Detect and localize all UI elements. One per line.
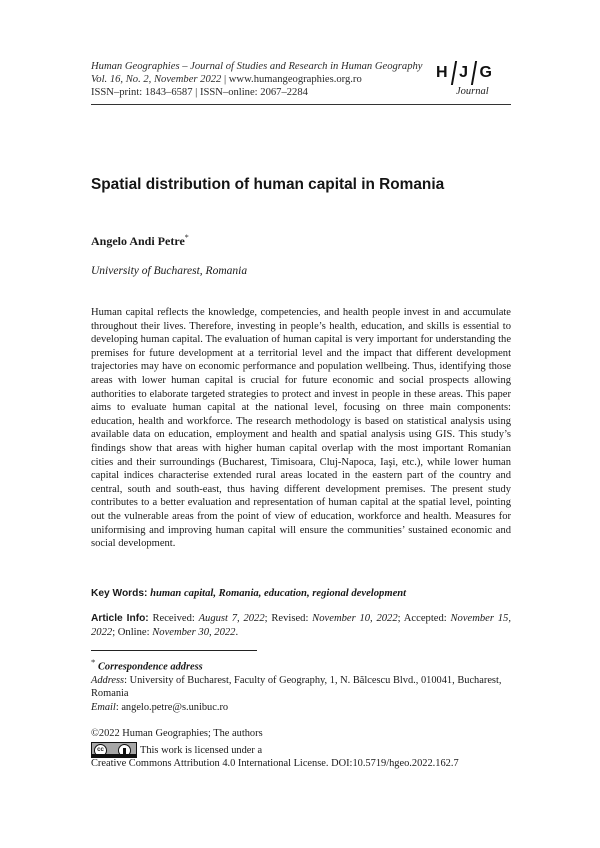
accepted-date: November 15, 2022 (91, 613, 512, 638)
email-label: Email (91, 701, 116, 713)
cc-icon: cc (94, 744, 107, 757)
correspondence-heading (91, 656, 511, 674)
online-date: November 30, 2022 (152, 626, 236, 638)
license-row (91, 742, 262, 758)
cc-badge-bar (92, 754, 136, 757)
issn: ISSN–print: 1843–6587 | ISSN–online: 2067–2284 (91, 87, 308, 98)
email-value[interactable]: : angelo.petre@s.unibuc.ro (115, 701, 229, 713)
website: | www.humangeographies.org.ro (221, 74, 362, 85)
article-info-end: . (235, 626, 239, 638)
logo-subtitle: Journal (456, 86, 489, 97)
article-title: Spatial distribution of human capital in Romania (91, 176, 445, 193)
author (91, 233, 189, 249)
volume: Vol. 16, No. 2, November 2022 (91, 74, 222, 85)
received-label: Received: (148, 613, 199, 624)
correspondence-address (91, 674, 511, 701)
logo-letter-g: G (479, 64, 492, 81)
online-label: ; Online: (112, 626, 153, 638)
license-text-line2[interactable]: Creative Commons Attribution 4.0 International License. DOI:10.5719/hgeo.2022.162.7 (91, 758, 459, 769)
revised-date: November 10, 2022 (312, 613, 398, 624)
author-footnote-mark[interactable]: * (184, 233, 189, 242)
footnote-mark: * (91, 657, 96, 667)
correspondence-title: Correspondence address (97, 661, 203, 673)
journal-title: Human Geographies – Journal of Studies and Research in Human Geography (91, 61, 423, 72)
address-label: Address (91, 674, 125, 686)
article-info-label: Article Info: (91, 613, 149, 624)
license-text-line1: This work is licensed under a (140, 744, 263, 756)
copyright: ©2022 Human Geographies; The authors (91, 728, 263, 739)
logo-letter-h: H (436, 64, 448, 81)
logo-divider (450, 61, 456, 85)
keywords-list: human capital, Romania, education, regional development (150, 588, 407, 599)
journal-header (91, 60, 511, 99)
author-name: Angelo Andi Petre (91, 234, 185, 248)
journal-logo (436, 62, 511, 102)
correspondence-email (91, 701, 511, 715)
revised-label: ; Revised: (264, 613, 313, 624)
article-info (91, 612, 511, 639)
affiliation: University of Bucharest, Romania (91, 265, 248, 277)
logo-divider (471, 61, 477, 85)
address-value: : University of Bucharest, Faculty of Geography, 1, N. Bălcescu Blvd., 010041, Bucharest, Romania (91, 674, 502, 700)
abstract: Human capital reflects the knowledge, competencies, and health people invest in and accumulate throughout their lives. Therefore, investing in people’s health, education, and skills is essential to developing human capital. The evaluation of human capital is very important for understanding the premises for future development at a territorial level and the impact that different development trajectories may have on economic performance and population wellbeing. Thus, identifying those areas with lower human capital is crucial for future economic and social prospects allowing authorities to elaborate targeted strategies to protect and invest in people in these areas. This paper aims to evaluate human capital at the national level, focusing on three main components: education, health and workforce. The research methodology is based on statistical analysis using available data on education, employment and health and spatial analysis using GIS. This study’s findings show that areas with higher human capital overlap with the most important Romanian cities and their surroundings (Bucharest, Timisoara, Cluj-Napoca, Iaşi, etc.), while lower human capital indices characterise extended rural areas located in the eastern part of the country and central, south and south-east, thus having different development premises. The present study contributes to a better evaluation and representation of human capital at the spatial level, pointing out the vulnerable areas from the point of view of education, workforce and health. Measures for uniformising and improving human capital will ensure the communities’ sustained economic and social development. (91, 307, 511, 550)
correspondence-footnote (91, 656, 511, 714)
keywords-label: Key Words: (91, 588, 148, 599)
received-date: August 7, 2022 (198, 613, 265, 624)
header-divider (91, 104, 511, 105)
keywords (91, 588, 511, 599)
cc-by-badge-icon[interactable] (91, 742, 137, 758)
logo-letter-j: J (459, 64, 468, 81)
footnote-divider (91, 650, 257, 651)
accepted-label: ; Accepted: (397, 613, 451, 624)
